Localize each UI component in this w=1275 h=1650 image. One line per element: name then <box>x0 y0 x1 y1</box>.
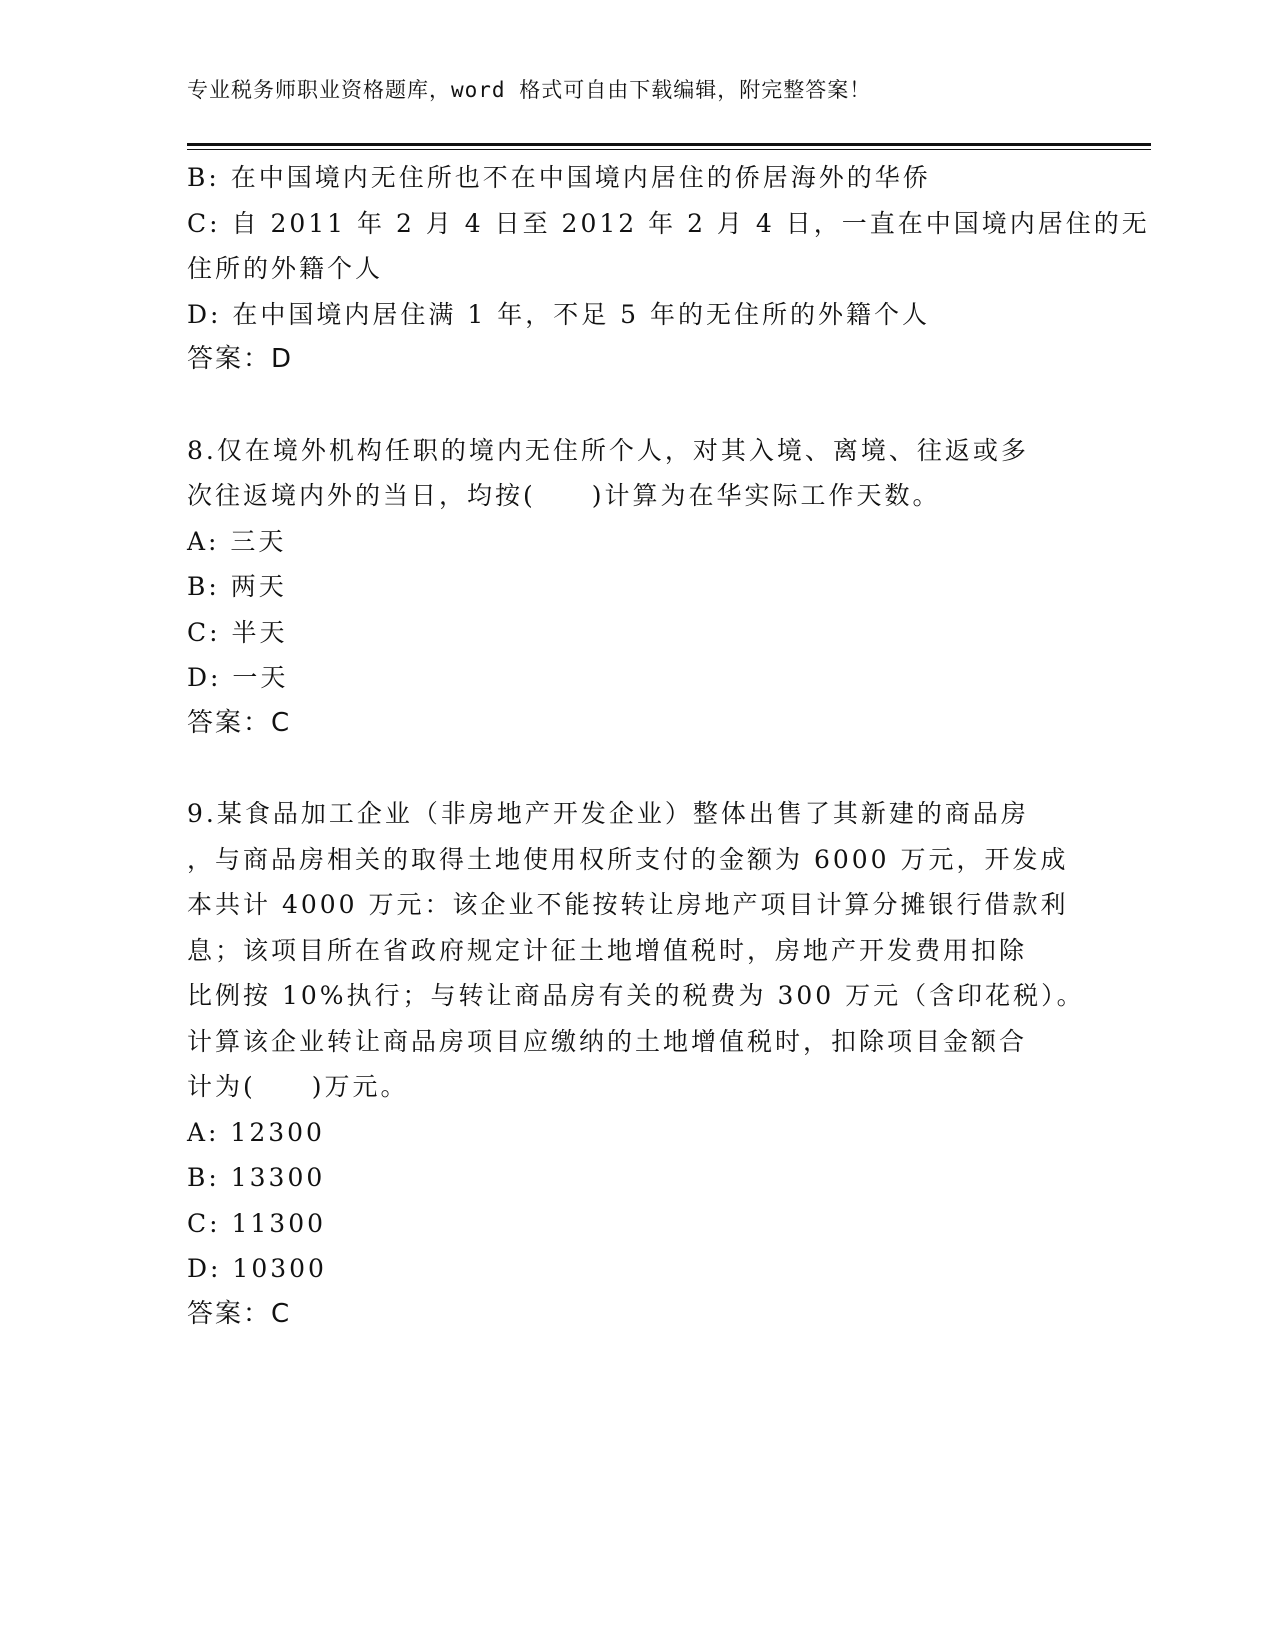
option-c: C: 半天 <box>187 617 288 647</box>
spacer <box>187 383 1067 428</box>
option-c-line-1: C: 自 2011 年 2 月 4 日至 2012 年 2 月 4 日，一直在中国境内居住的无 <box>187 208 1150 238</box>
option-a: A: 12300 <box>187 1117 325 1147</box>
question-stem-line-2: 次往返境内外的当日，均按( )计算为在华实际工作天数。 <box>187 481 941 510</box>
header-rule-thin <box>187 149 1151 150</box>
answer: 答案：C <box>187 1298 292 1329</box>
answer: 答案：C <box>187 707 292 738</box>
question-stem-line-5: 比例按 10%执行；与转让商品房有关的税费为 300 万元（含印花税）。 <box>187 981 1085 1010</box>
option-b: B: 13300 <box>187 1163 326 1192</box>
question-stem-line-1: 8.仅在境外机构任职的境内无住所个人，对其入境、离境、往返或多 <box>187 435 1029 465</box>
question-7 <box>187 155 1150 383</box>
option-d: D: 一天 <box>187 663 289 692</box>
question-9 <box>187 791 1085 1337</box>
question-stem-line-7: 计为( )万元。 <box>187 1072 409 1101</box>
option-b: B: 在中国境内无住所也不在中国境内居住的侨居海外的华侨 <box>187 163 931 192</box>
option-d: D: 10300 <box>187 1254 327 1283</box>
question-8 <box>187 428 1067 747</box>
option-c: C: 11300 <box>187 1208 327 1238</box>
option-b: B: 两天 <box>187 572 287 601</box>
header-rule-thick <box>187 143 1151 146</box>
option-d: D: 在中国境内居住满 1 年，不足 5 年的无住所的外籍个人 <box>187 299 931 329</box>
option-a: A: 三天 <box>187 526 287 556</box>
document-body <box>187 155 1150 1337</box>
spacer <box>187 746 1067 791</box>
question-stem-line-4: 息；该项目所在省政府规定计征土地增值税时，房地产开发费用扣除 <box>187 935 1028 965</box>
question-stem-line-6: 计算该企业转让商品房项目应缴纳的土地增值税时，扣除项目金额合 <box>187 1026 1028 1056</box>
answer: 答案：D <box>187 344 294 374</box>
option-c-line-2: 住所的外籍个人 <box>187 254 384 283</box>
page-header: 专业税务师职业资格题库，word 格式可自由下载编辑，附完整答案！ <box>187 78 872 102</box>
question-stem-line-1: 9.某食品加工企业（非房地产开发企业）整体出售了其新建的商品房 <box>187 799 1029 828</box>
question-stem-line-2: ，与商品房相关的取得土地使用权所支付的金额为 6000 万元，开发成 <box>187 844 1069 874</box>
question-stem-line-3: 本共计 4000 万元：该企业不能按转让房地产项目计算分摊银行借款利 <box>187 890 1069 919</box>
